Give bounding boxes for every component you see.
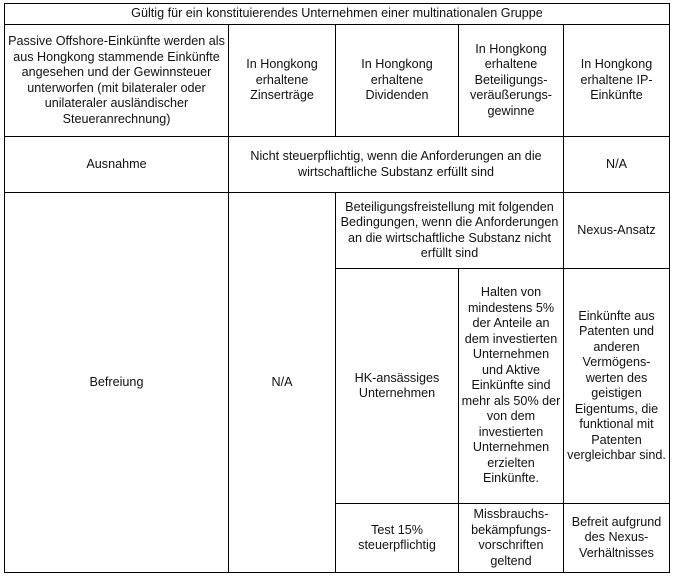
table-title: Gültig für ein konstituierendes Unternehmen einer multinationalen Gruppe (5, 4, 670, 25)
header-passive-offshore-income: Passive Offshore-Einkünfte werden als aus Hongkong stammende Einkünfte angesehen und der Gewinnsteuer unterworfen (mit bilateraler oder unilateraler ausländischer Steueranrechnung) (5, 25, 229, 137)
row-label-befreiung: Befreiung (5, 193, 229, 573)
anti-abuse-rules: Missbrauchs-bekämpfungs-vorschriften geltend (459, 504, 564, 573)
test-15-percent: Test 15% steuerpflichtig (336, 504, 459, 573)
header-interest-income: In Hongkong erhaltene Zinserträge (229, 25, 336, 137)
holding-conditions: Halten von mindestens 5% der Anteile an dem investierten Unternehmen und Aktive Einkünfte sind mehr als 50% der von dem investierten Unternehmen erzielten Einkünfte. (459, 269, 564, 504)
befreiung-interest-value: N/A (229, 193, 336, 573)
ausnahme-ip-value: N/A (564, 137, 670, 193)
header-ip-income: In Hongkong erhaltene IP-Einkünfte (564, 25, 670, 137)
header-dividends: In Hongkong erhaltene Dividenden (336, 25, 459, 137)
row-label-ausnahme: Ausnahme (5, 137, 229, 193)
tax-treatment-table (4, 3, 670, 573)
ausnahme-condition: Nicht steuerpflichtig, wenn die Anforderungen an die wirtschaftliche Substanz erfüllt sind (229, 137, 564, 193)
nexus-ratio-exemption: Befreit aufgrund des Nexus-Verhältnisses (564, 504, 670, 573)
hk-resident-company: HK-ansässiges Unternehmen (336, 269, 459, 504)
ip-income-definition: Einkünfte aus Patenten und anderen Vermögens-werten des geistigen Eigentums, die funktional mit Patenten vergleichbar sind. (564, 269, 670, 504)
participation-exemption: Beteiligungsfreistellung mit folgenden Bedingungen, wenn die Anforderungen an die wirtschaftliche Substanz nicht erfüllt sind (336, 193, 564, 269)
nexus-approach: Nexus-Ansatz (564, 193, 670, 269)
header-disposal-gains: In Hongkong erhaltene Beteiligungs-veräußerungs-gewinne (459, 25, 564, 137)
